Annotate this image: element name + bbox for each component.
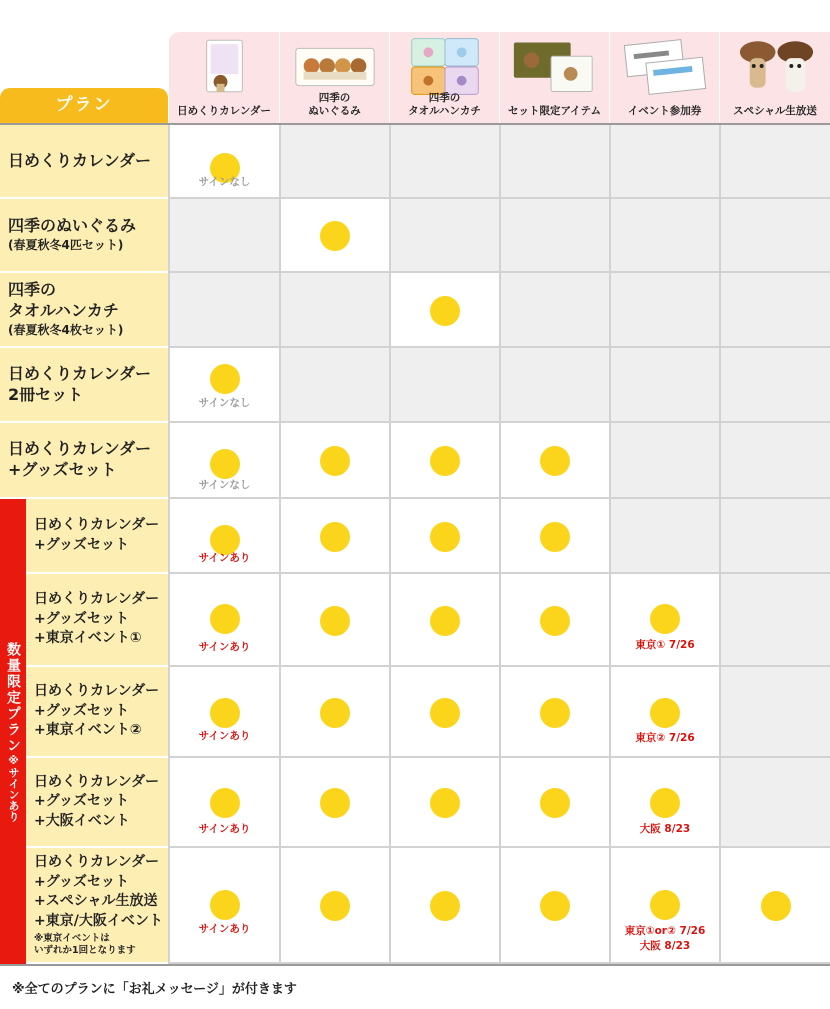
included-dot-icon	[320, 891, 350, 921]
included-dot-icon	[210, 449, 240, 479]
plan-name: 日めくりカレンダー +グッズセット +大阪イベント	[34, 773, 160, 829]
plan-row	[0, 574, 830, 667]
included-dot-icon	[430, 446, 460, 476]
included-dot-icon	[430, 891, 460, 921]
plan-name: 四季の タオルハンカチ	[8, 280, 119, 321]
included-dot-icon	[320, 221, 350, 251]
included-dot-icon	[650, 698, 680, 728]
plan-cell	[499, 574, 609, 667]
plan-name-cell	[26, 574, 168, 667]
included-dot-icon	[210, 604, 240, 634]
plan-cell	[609, 574, 719, 667]
header-column-label: 日めくりカレンダー	[177, 104, 271, 117]
plan-cell	[389, 667, 499, 758]
plan-cell	[389, 499, 499, 574]
towel-handkerchief-icon	[398, 38, 491, 96]
plan-cell	[719, 499, 830, 574]
plan-cell	[279, 125, 389, 199]
plan-name: 日めくりカレンダー 2冊セット	[8, 363, 151, 404]
plan-row	[0, 758, 830, 848]
included-dot-icon	[540, 698, 570, 728]
plan-cell	[609, 667, 719, 758]
plan-cell	[609, 273, 719, 348]
plan-cell	[389, 348, 499, 423]
header-column-6	[719, 32, 830, 123]
plan-cell	[389, 848, 499, 964]
included-dot-icon	[540, 788, 570, 818]
plan-name: 日めくりカレンダー +グッズセット +東京イベント②	[34, 683, 160, 739]
included-dot-icon	[540, 446, 570, 476]
plan-name-cell	[26, 499, 168, 574]
plan-cell	[609, 499, 719, 574]
included-dot-icon	[540, 891, 570, 921]
plan-cell	[168, 499, 279, 574]
limited-plan-sub-label: ※サインあり	[7, 753, 20, 822]
included-dot-icon	[320, 446, 350, 476]
plan-cell	[499, 348, 609, 423]
plan-cell	[279, 348, 389, 423]
footer-note: ※全てのプランに「お礼メッセージ」が付きます	[12, 982, 297, 997]
plan-name-cell	[0, 423, 168, 499]
plan-cell	[609, 758, 719, 848]
plan-name-cell	[0, 125, 168, 199]
header-column-5	[609, 32, 719, 123]
plan-cell	[719, 758, 830, 848]
included-dot-icon	[650, 604, 680, 634]
included-dot-icon	[210, 698, 240, 728]
included-dot-icon	[210, 890, 240, 920]
plan-cell	[499, 848, 609, 964]
header-column-2	[279, 32, 389, 123]
plan-header-tab: プラン	[0, 88, 168, 123]
plan-cell	[389, 199, 499, 273]
plan-cell	[389, 125, 499, 199]
plan-cell	[389, 423, 499, 499]
plan-cell	[168, 199, 279, 273]
plan-cell	[389, 574, 499, 667]
included-dot-icon	[320, 788, 350, 818]
set-limited-item-icon	[508, 38, 601, 96]
cell-note: サインなし	[198, 176, 251, 188]
plan-cell	[168, 848, 279, 964]
plan-name-cell	[0, 199, 168, 273]
plan-row	[0, 348, 830, 423]
included-dot-icon	[430, 296, 460, 326]
cell-note: サインあり	[198, 923, 251, 935]
plan-row	[0, 199, 830, 273]
plan-cell	[499, 499, 609, 574]
plan-cell	[719, 574, 830, 667]
plan-row	[0, 125, 830, 199]
plush-set-icon	[288, 38, 381, 96]
calendar-product-icon	[177, 38, 271, 96]
included-dot-icon	[320, 698, 350, 728]
plan-name: 日めくりカレンダー +グッズセット	[8, 439, 151, 479]
plan-cell	[719, 348, 830, 423]
plan-cell	[609, 423, 719, 499]
cell-note: サインあり	[198, 730, 251, 742]
plan-cell	[168, 125, 279, 199]
cell-note: サインなし	[198, 397, 251, 409]
plan-cell	[719, 199, 830, 273]
plan-cell	[499, 758, 609, 848]
cell-note: 東京② 7/26	[635, 732, 695, 744]
plan-row	[0, 667, 830, 758]
included-dot-icon	[761, 891, 791, 921]
plan-cell	[719, 125, 830, 199]
plan-cell	[499, 125, 609, 199]
cell-note: サインなし	[198, 479, 251, 491]
header-column-4	[499, 32, 609, 123]
plan-row	[0, 499, 830, 574]
plan-name-cell	[26, 848, 168, 964]
plan-cell	[499, 423, 609, 499]
plan-name: 日めくりカレンダー +グッズセット +東京イベント①	[34, 591, 160, 647]
plan-cell	[389, 758, 499, 848]
plan-cell	[719, 273, 830, 348]
plan-cell	[279, 273, 389, 348]
plan-row	[0, 848, 830, 964]
plan-cell	[389, 273, 499, 348]
cell-note: 大阪 8/23	[639, 823, 691, 835]
plan-cell	[168, 667, 279, 758]
header-column-label: セット限定アイテム	[507, 104, 602, 117]
plan-row	[0, 423, 830, 499]
plan-name-cell	[26, 667, 168, 758]
included-dot-icon	[430, 522, 460, 552]
included-dot-icon	[430, 698, 460, 728]
plan-cell	[279, 199, 389, 273]
header-column-3	[389, 32, 499, 123]
plan-cell	[279, 499, 389, 574]
included-dot-icon	[320, 522, 350, 552]
cell-note: 東京① 7/26	[635, 639, 695, 651]
plan-footnote: ※東京イベントは いずれか1回となります	[34, 933, 136, 957]
event-ticket-icon	[618, 38, 711, 96]
included-dot-icon	[320, 606, 350, 636]
plan-cell	[719, 423, 830, 499]
included-dot-icon	[650, 788, 680, 818]
plan-contents: (春夏秋冬4匹セット)	[8, 238, 124, 252]
plan-cell	[719, 848, 830, 964]
special-broadcast-icon	[728, 38, 822, 96]
plan-cell	[168, 574, 279, 667]
header-column-label: 四季の ぬいぐるみ	[308, 91, 361, 117]
plan-name-cell	[26, 758, 168, 848]
plan-cell	[719, 667, 830, 758]
table-bottom-divider	[0, 964, 830, 966]
included-dot-icon	[650, 890, 680, 920]
cell-note: サインあり	[198, 552, 251, 564]
plan-cell	[279, 574, 389, 667]
included-dot-icon	[540, 522, 570, 552]
header-column-label: 四季の タオルハンカチ	[408, 91, 481, 117]
limited-plan-label: 数量限定プラン	[5, 641, 21, 754]
plan-row	[0, 273, 830, 348]
included-dot-icon	[210, 364, 240, 394]
plan-name-cell	[0, 273, 168, 348]
header-column-1	[168, 32, 279, 123]
plan-cell	[499, 667, 609, 758]
plan-cell	[609, 848, 719, 964]
header-column-label: スペシャル生放送	[733, 104, 817, 117]
plan-cell	[279, 423, 389, 499]
included-dot-icon	[540, 606, 570, 636]
plan-cell	[609, 348, 719, 423]
plan-name: 日めくりカレンダー	[8, 150, 151, 170]
cell-note: サインあり	[198, 823, 251, 835]
plan-contents: (春夏秋冬4枚セット)	[8, 322, 124, 337]
included-dot-icon	[430, 788, 460, 818]
plan-cell	[499, 273, 609, 348]
plan-name: 四季のぬいぐるみ	[8, 216, 137, 236]
plan-cell	[279, 667, 389, 758]
plan-cell	[168, 273, 279, 348]
plan-name-cell	[0, 348, 168, 423]
plan-cell	[279, 848, 389, 964]
plan-cell	[279, 758, 389, 848]
plan-cell	[609, 125, 719, 199]
plan-cell	[168, 758, 279, 848]
cell-note: サインあり	[198, 641, 251, 653]
header-column-label: イベント参加券	[627, 104, 702, 117]
limited-plan-band	[0, 499, 26, 964]
plan-cell	[609, 199, 719, 273]
plan-name: 日めくりカレンダー +グッズセット +スペシャル生放送 +東京/大阪イベント	[34, 853, 163, 929]
plan-cell	[168, 348, 279, 423]
included-dot-icon	[210, 788, 240, 818]
cell-note: 東京①or② 7/26 大阪 8/23	[624, 925, 706, 953]
included-dot-icon	[430, 606, 460, 636]
plan-name: 日めくりカレンダー +グッズセット	[34, 516, 160, 553]
plan-cell	[168, 423, 279, 499]
plan-cell	[499, 199, 609, 273]
